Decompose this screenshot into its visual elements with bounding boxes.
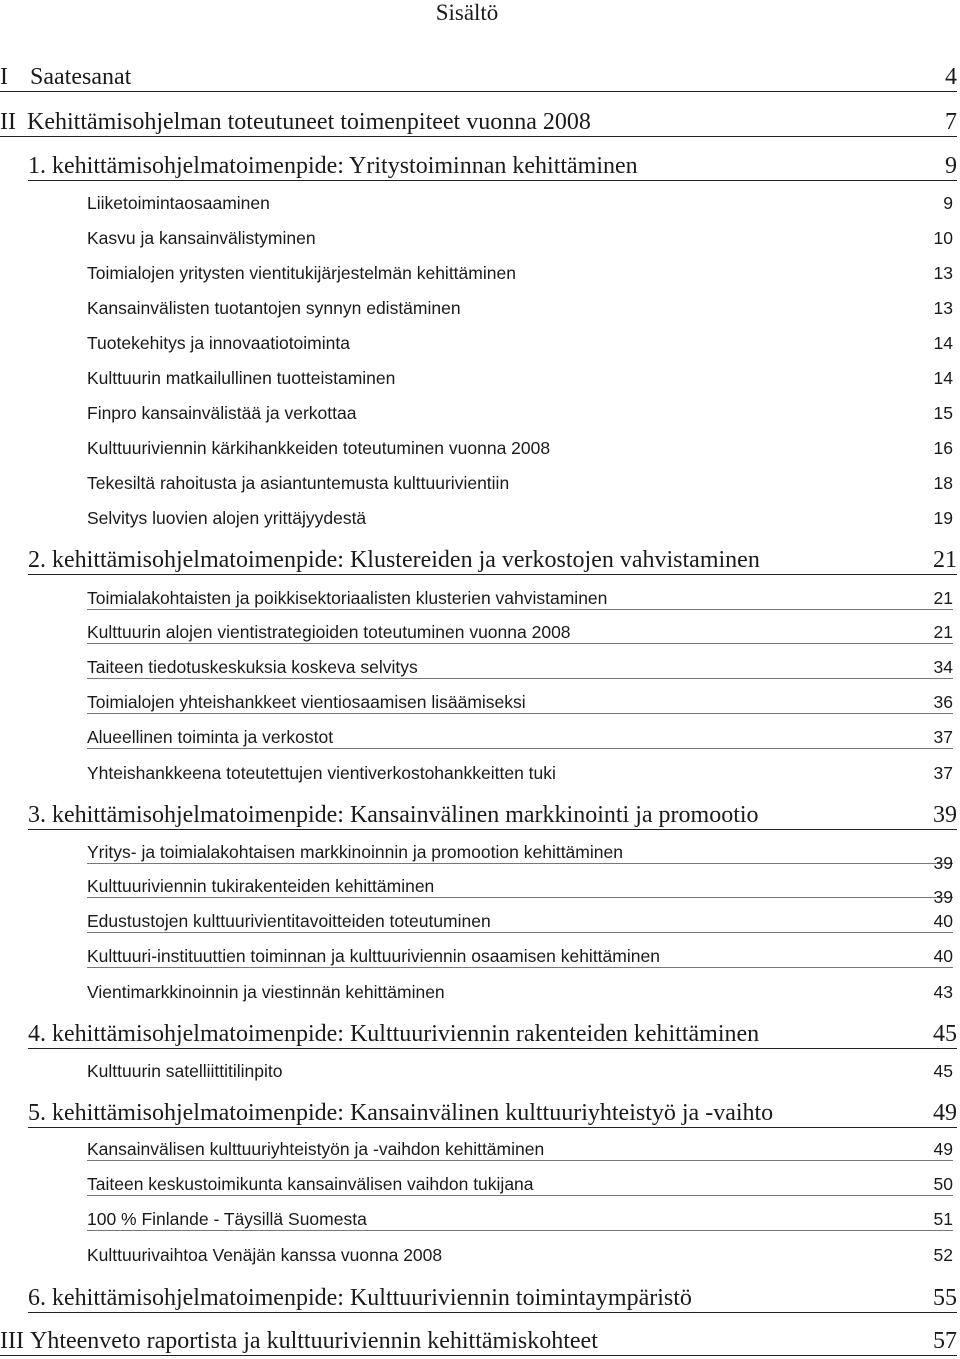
- entry-title: Toimialojen yhteishankkeet vientiosaamisen lisäämiseksi: [87, 692, 526, 712]
- page-number: 36: [933, 692, 953, 712]
- toc-entry[interactable]: [87, 620, 953, 644]
- page-title: Sisältö: [435, 0, 499, 25]
- part-numeral: II: [0, 109, 16, 135]
- toc-entry[interactable]: [87, 909, 953, 933]
- page-number: 37: [933, 763, 953, 783]
- toc-section-heading[interactable]: [28, 1284, 957, 1313]
- toc-entry[interactable]: [87, 1207, 953, 1231]
- toc-entry[interactable]: [87, 1172, 953, 1196]
- entry-title: Finpro kansainvälistää ja verkottaa: [87, 403, 357, 423]
- entry-title: Kasvu ja kansainvälistyminen: [87, 228, 316, 248]
- entry-title: Kulttuurin matkailullinen tuotteistaminen: [87, 368, 396, 388]
- page-number: 14: [933, 333, 953, 353]
- toc-section-heading[interactable]: [28, 801, 957, 830]
- toc-entry[interactable]: [87, 586, 953, 610]
- part-title: Yhteenveto raportista ja kulttuuriviennin kehittämiskohteet: [30, 1328, 598, 1354]
- toc-section-heading[interactable]: [28, 546, 957, 575]
- toc-section-heading[interactable]: [28, 152, 957, 181]
- page-number: 19: [933, 508, 953, 528]
- entry-title: Alueellinen toiminta ja verkostot: [87, 727, 334, 747]
- page-number: 7: [945, 109, 957, 135]
- entry-title: Kulttuuriviennin tukirakenteiden kehittäminen: [87, 876, 435, 896]
- page-number: 21: [933, 547, 957, 573]
- toc-entry[interactable]: [87, 400, 953, 424]
- entry-title: Kulttuurin satelliittitilinpito: [87, 1061, 283, 1081]
- toc-entry[interactable]: [87, 1058, 953, 1082]
- page-number: 4: [945, 64, 957, 90]
- entry-title: Vientimarkkinoinnin ja viestinnän kehittäminen: [87, 982, 445, 1002]
- toc-section-heading[interactable]: [28, 1099, 957, 1128]
- entry-title: Kulttuurin alojen vientistrategioiden toteutuminen vuonna 2008: [87, 622, 571, 642]
- toc-part-2[interactable]: [0, 108, 957, 137]
- entry-title: Toimialakohtaisten ja poikkisektoriaalisten klusterien vahvistaminen: [87, 588, 608, 608]
- page-number: 40: [933, 946, 953, 966]
- entry-title: Tuotekehitys ja innovaatiotoiminta: [87, 333, 350, 353]
- toc-entry[interactable]: [87, 330, 953, 354]
- entry-title: 100 % Finlande - Täysillä Suomesta: [87, 1209, 367, 1229]
- toc-entry[interactable]: [87, 365, 953, 389]
- toc-entry[interactable]: [87, 874, 953, 907]
- entry-title: Kansainvälisen kulttuuriyhteistyön ja -vaihdon kehittäminen: [87, 1139, 545, 1159]
- toc-entry[interactable]: [87, 225, 953, 249]
- page-number: 13: [933, 298, 953, 318]
- page-number: 45: [933, 1021, 957, 1047]
- entry-title: Toimialojen yritysten vientitukijärjestelmän kehittäminen: [87, 263, 516, 283]
- page-number: 39: [933, 887, 953, 907]
- page-number: 10: [933, 228, 953, 248]
- page-number: 52: [933, 1245, 953, 1265]
- page-number: 50: [933, 1174, 953, 1194]
- page-number: 18: [933, 473, 953, 493]
- entry-title: Kulttuuriviennin kärkihankkeiden toteutuminen vuonna 2008: [87, 438, 551, 458]
- section-title: 4. kehittämisohjelmatoimenpide: Kulttuuriviennin rakenteiden kehittäminen: [28, 1021, 760, 1047]
- toc-entry[interactable]: [87, 190, 953, 214]
- page-number: 34: [933, 657, 953, 677]
- entry-title: Yhteishankkeena toteutettujen vientiverkostohankkeitten tuki: [87, 763, 556, 783]
- toc-entry[interactable]: [87, 725, 953, 749]
- toc-entry[interactable]: [87, 505, 953, 529]
- page-number: 37: [933, 727, 953, 747]
- toc-entry[interactable]: [87, 655, 953, 679]
- part-numeral: III: [0, 1328, 24, 1354]
- part-numeral: I: [0, 64, 8, 90]
- page-number: 45: [933, 1061, 953, 1081]
- toc-entry[interactable]: [87, 1242, 953, 1266]
- page-number: 14: [933, 368, 953, 388]
- page-number: 21: [933, 622, 953, 642]
- page-number: 49: [933, 1100, 957, 1126]
- entry-title: Kulttuuri-instituuttien toiminnan ja kulttuuriviennin osaamisen kehittäminen: [87, 946, 660, 966]
- page-number: 13: [933, 263, 953, 283]
- entry-title: Taiteen keskustoimikunta kansainvälisen vaihdon tukijana: [87, 1174, 534, 1194]
- toc-entry[interactable]: [87, 944, 953, 968]
- page-number: 55: [933, 1285, 957, 1311]
- section-title: 1. kehittämisohjelmatoimenpide: Yritystoiminnan kehittäminen: [28, 153, 638, 179]
- page-number: 39: [933, 853, 953, 873]
- page-number: 16: [933, 438, 953, 458]
- toc-entry[interactable]: [87, 470, 953, 494]
- toc-entry[interactable]: [87, 690, 953, 714]
- toc-entry[interactable]: [87, 435, 953, 459]
- page-number: 49: [933, 1139, 953, 1159]
- page-number: 43: [933, 982, 953, 1002]
- section-title: 6. kehittämisohjelmatoimenpide: Kulttuuriviennin toimintaympäristö: [28, 1285, 692, 1311]
- entry-title: Taiteen tiedotuskeskuksia koskeva selvitys: [87, 657, 418, 677]
- entry-title: Liiketoimintaosaaminen: [87, 193, 270, 213]
- page-number: 21: [933, 588, 953, 608]
- toc-entry[interactable]: [87, 979, 953, 1003]
- page-number: 15: [933, 403, 953, 423]
- entry-title: Tekesiltä rahoitusta ja asiantuntemusta kulttuurivientiin: [87, 473, 510, 493]
- section-title: 3. kehittämisohjelmatoimenpide: Kansainvälinen markkinointi ja promootio: [28, 802, 759, 828]
- toc-part-3[interactable]: [0, 1327, 957, 1356]
- page-number: 40: [933, 911, 953, 931]
- page-number: 9: [945, 153, 957, 179]
- toc-entry[interactable]: [87, 840, 953, 873]
- toc-entry[interactable]: [87, 295, 953, 319]
- part-title: Kehittämisohjelman toteutuneet toimenpiteet vuonna 2008: [27, 109, 591, 135]
- entry-title: Kansainvälisten tuotantojen synnyn edistäminen: [87, 298, 461, 318]
- entry-title: Kulttuurivaihtoa Venäjän kanssa vuonna 2008: [87, 1245, 443, 1265]
- part-title: Saatesanat: [30, 64, 132, 90]
- page-number: 57: [933, 1328, 957, 1354]
- entry-title: Yritys- ja toimialakohtaisen markkinoinnin ja promootion kehittäminen: [87, 842, 623, 862]
- section-title: 2. kehittämisohjelmatoimenpide: Klustereiden ja verkostojen vahvistaminen: [28, 547, 760, 573]
- page-number: 39: [933, 802, 957, 828]
- toc-entry[interactable]: [87, 760, 953, 784]
- page-number: 51: [933, 1209, 953, 1229]
- entry-title: Edustustojen kulttuurivientitavoitteiden toteutuminen: [87, 911, 491, 931]
- entry-title: Selvitys luovien alojen yrittäjyydestä: [87, 508, 367, 528]
- page-number: 9: [943, 193, 953, 213]
- toc-section-heading[interactable]: [28, 1020, 957, 1049]
- toc-entry[interactable]: [87, 260, 953, 284]
- section-title: 5. kehittämisohjelmatoimenpide: Kansainvälinen kulttuuriyhteistyö ja -vaihto: [28, 1100, 774, 1126]
- toc-entry[interactable]: [87, 1137, 953, 1161]
- toc-part-1[interactable]: [0, 63, 957, 92]
